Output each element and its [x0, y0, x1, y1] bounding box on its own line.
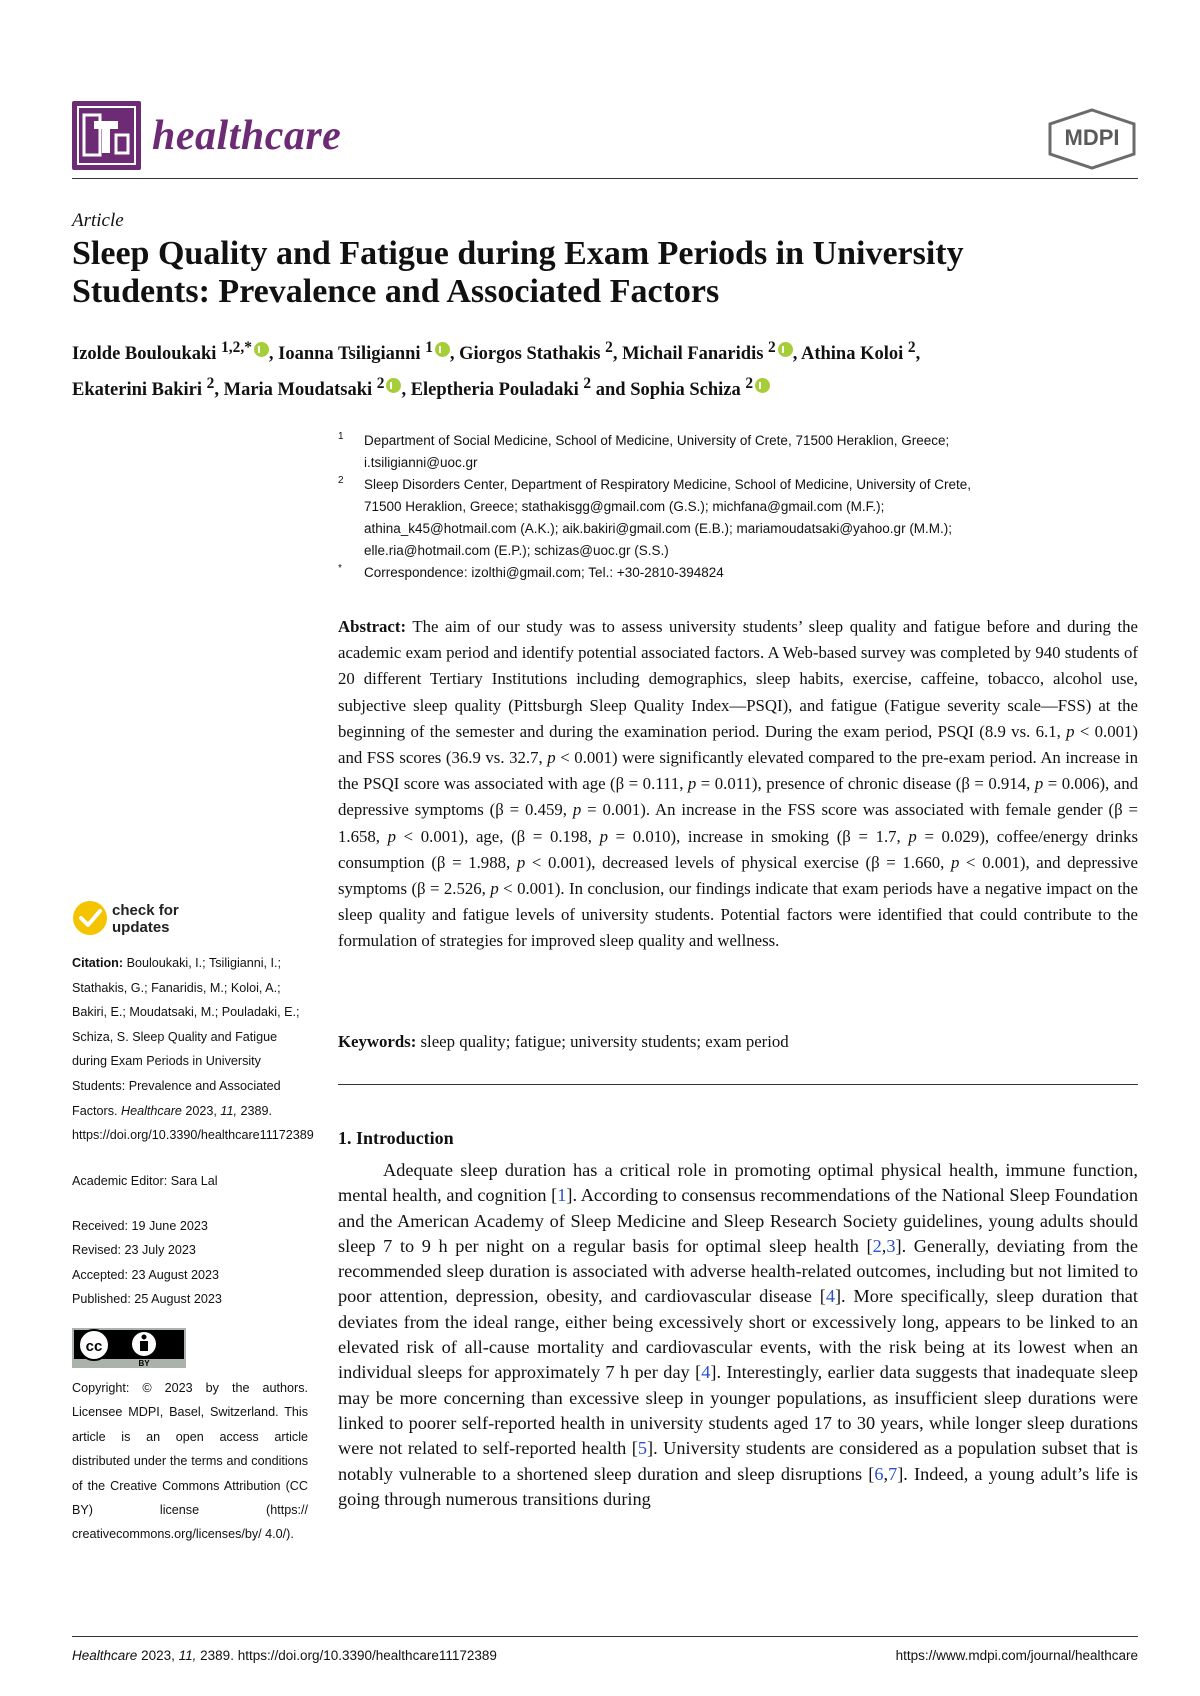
author-name[interactable]: Eleptheria Pouladaki [410, 380, 579, 401]
abstract-text: < 0.001), and depressive symptoms (β = 2.526, [338, 852, 1138, 899]
article-title-line1: Sleep Quality and Fatigue during Exam Periods in University [72, 235, 964, 272]
author-affiliation-sup: 2 [206, 375, 215, 393]
article-type: Article [72, 210, 124, 231]
citation-journal: Healthcare [121, 1103, 182, 1118]
author-affiliation-sup: 2 [745, 375, 754, 393]
reference-link[interactable]: 5 [637, 1438, 648, 1459]
abstract-text: = 0.011), presence of chronic disease (β = 0.914, [696, 774, 1035, 794]
abstract-text: = 0.001). An increase in the FSS score was associated with female gender (β = 1.658, [338, 800, 1138, 846]
p-symbol: p [516, 852, 526, 872]
footer-citation [72, 1648, 497, 1663]
cc-by-icon [72, 1328, 186, 1368]
received-date: Received: 19 June 2023 [72, 1219, 208, 1233]
reference-link[interactable]: 3 [886, 1235, 896, 1256]
body-text: ]. According to consensus recommendations of the National Sleep Foundation and the American Academy of Sleep Medicine and Sleep Research Society guidelines, young adults should sleep 7 to 9 h per night on a regular basis for optimal sleep health [ [338, 1185, 1138, 1256]
body-text: ]. Indeed, a young adult’s life is going through numerous transitions during [338, 1463, 1138, 1509]
author-affiliation-sup: 2 [583, 375, 592, 393]
footer-year: 2023, [141, 1648, 175, 1663]
body-text: ]. Generally, deviating from the recommended sleep duration is associated with adverse health-related outcomes, including but not limited to poor attention, depression, obesity, and cardiovascular disease [ [338, 1235, 1139, 1307]
abstract-text: = 0.029), coffee/energy drinks consumption (β = 1.988, [338, 826, 1138, 872]
copyright-notice: Copyright: © 2023 by the authors. Licensee MDPI, Basel, Switzerland. This article is an open access article distributed under the terms and conditions of the Creative Commons Attribution (CC BY) license (https:// creativecommons.org/licenses/by/ 4.0/). [72, 1381, 308, 1542]
abstract [338, 614, 1138, 955]
affiliation-line: 71500 Heraklion, Greece; stathakisgg@gmail.com (G.S.); michfana@gmail.com (M.F.); [364, 499, 885, 514]
orcid-icon[interactable] [755, 378, 770, 393]
affiliation-number: 2 [338, 475, 344, 486]
published-date: Published: 25 August 2023 [72, 1291, 222, 1306]
p-symbol: p [687, 774, 697, 794]
reference-link[interactable]: 2 [872, 1235, 882, 1256]
body-text: ]. Interestingly, earlier data suggests that inadequate sleep may be more concerning than excessive sleep in younger populations, as insufficient sleep durations were linked to poorer self-reported health in university students aged 17 to 30 years, while longer sleep durations were not related to self-reported health [ [338, 1362, 1138, 1459]
affiliation-line: Sleep Disorders Center, Department of Respiratory Medicine, School of Medicine, University of Crete, [364, 477, 972, 492]
affiliation-number: 1 [338, 431, 344, 442]
abstract-text: = 0.010), increase in smoking (β = 1.7, [607, 826, 909, 846]
header-divider [72, 178, 1138, 179]
author-name[interactable]: Maria Moudatsaki [223, 380, 373, 401]
author-affiliation-sup: 2 [768, 339, 776, 356]
author-list: Izolde Bouloukaki $^{1,2,*}$ , Ioanna Tsiligianni $^1$ , Giorgos Stathakis $^2$, Michail Fanaridis $^2$ , Athina Koloi $^2$, Ekaterini Bakiri $^2$, Maria Moudatsaki $^2$ , Eleptheria Pouladaki $^2$ and Sophia Schiza $^2$ [72, 339, 921, 401]
publisher-name: MDPI [1064, 125, 1120, 150]
abstract-text: < 0.001) and FSS scores (36.9 vs. 32.7, [338, 721, 1138, 768]
citation-text: Bouloukaki, I.; Tsiligianni, I.; Stathakis, G.; Fanaridis, M.; Koloi, A.; Bakiri, E.; Moudatsaki, M.; Pouladaki, E.; Schiza, S. Sleep Quality and Fatigue during Exam Periods in University Students: Prevalence and Associated Factors. [72, 956, 300, 1118]
check-for-updates-badge[interactable] [72, 900, 232, 942]
p-symbol: p [547, 748, 556, 768]
correspondence-mark: * [338, 563, 342, 574]
p-symbol: p [950, 852, 960, 872]
author-affiliation-sup: 2 [605, 339, 613, 356]
body-text: , [881, 1235, 887, 1256]
abstract-text: = 0.006), and depressive symptoms (β = 0.459, [338, 774, 1138, 820]
article-title [72, 235, 1152, 311]
body-text: , [883, 1463, 889, 1484]
footer-journal-url[interactable]: https://www.mdpi.com/journal/healthcare [895, 1648, 1138, 1663]
footer-volume: 11, [178, 1648, 197, 1663]
abstract-label: Abstract: [338, 617, 407, 636]
keywords-text: sleep quality; fatigue; university students; exam period [420, 1032, 789, 1051]
p-symbol: p [1066, 721, 1075, 741]
footer-doi[interactable]: 2389. https://doi.org/10.3390/healthcare11172389 [200, 1648, 497, 1663]
introduction-paragraph [338, 1158, 1138, 1512]
abstract-text: < 0.001), age, (β = 0.198, [396, 826, 600, 846]
abstract-text: < 0.001), decreased levels of physical exercise (β = 1.660, [525, 852, 951, 872]
p-symbol: p [908, 826, 917, 846]
author-affiliation-sup: 2 [907, 339, 916, 356]
author-name[interactable]: Izolde Bouloukaki [72, 344, 217, 365]
correspondence-item [338, 562, 1138, 584]
affiliation-line: athina_k45@hotmail.com (A.K.); aik.bakiri@gmail.com (E.B.); mariamoudatsaki@yahoo.gr (M.M.); [364, 521, 953, 536]
orcid-icon[interactable] [254, 342, 269, 357]
body-text: Adequate sleep duration has a critical role in promoting optimal physical health, immune function, mental health, and cognition [ [338, 1160, 1138, 1206]
author-name[interactable]: Michail Fanaridis [622, 344, 764, 365]
citation-label: Citation: [72, 956, 124, 970]
affiliations [338, 430, 1138, 584]
author-affiliation-sup: 2 [376, 375, 385, 393]
publisher-logo [1046, 108, 1138, 170]
by-text: BY [138, 1359, 150, 1368]
p-symbol: p [490, 879, 499, 899]
check-updates-line: check for [112, 902, 179, 919]
citation-block [72, 951, 314, 1148]
reference-link[interactable]: 1 [557, 1185, 567, 1206]
cc-by-license-badge[interactable] [72, 1328, 186, 1368]
orcid-icon[interactable] [435, 342, 450, 357]
check-updates-text [112, 902, 179, 936]
keywords [338, 1032, 1138, 1052]
footer-divider [72, 1636, 1138, 1637]
affiliation-line: Department of Social Medicine, School of Medicine, University of Crete, 71500 Heraklion, Greece; [364, 433, 950, 448]
author-conjunction: and [595, 380, 626, 401]
section-heading-introduction: 1. Introduction [338, 1128, 454, 1148]
footer-journal: Healthcare [72, 1648, 138, 1663]
check-updates-icon [72, 900, 108, 936]
author-name[interactable]: Ioanna Tsiligianni [278, 344, 421, 365]
journal-logo-icon [72, 101, 141, 170]
abstract-text: < 0.001) were significantly elevated compared to the pre-exam period. An increase in the PSQI score was associated with age (β = 0.111, [338, 748, 1138, 794]
article-title-line2: Students: Prevalence and Associated Factors [72, 273, 720, 310]
keywords-label: Keywords: [338, 1032, 417, 1051]
citation-volume: 11, [220, 1103, 237, 1118]
affiliation-line: elle.ria@hotmail.com (E.P.); schizas@uoc.gr (S.S.) [364, 543, 669, 558]
citation-year: 2023, [185, 1103, 217, 1118]
correspondence-line: Correspondence: izolthi@gmail.com; Tel.: +30-2810-394824 [364, 565, 724, 580]
accepted-date: Accepted: 23 August 2023 [72, 1267, 220, 1282]
author-name[interactable]: Ekaterini Bakiri [72, 380, 203, 401]
author-name[interactable]: Giorgos Stathakis [459, 344, 601, 365]
check-updates-line: updates [112, 919, 170, 936]
body-text: ]. University students are considered as a population subset that is notably vulnerable to a shortened sleep duration and sleep disruptions [ [338, 1438, 1138, 1484]
author-affiliation-sup: 1,2,* [221, 339, 252, 356]
journal-logo [72, 101, 141, 170]
author-name[interactable]: Sophia Schiza [630, 380, 741, 401]
revised-date: Revised: 23 July 2023 [72, 1243, 196, 1258]
affiliation-item [338, 430, 1138, 474]
orcid-icon[interactable] [386, 378, 401, 393]
reference-link[interactable]: 7 [888, 1463, 898, 1484]
publication-dates [72, 1214, 222, 1311]
reference-link[interactable]: 6 [874, 1463, 884, 1484]
orcid-icon[interactable] [778, 342, 793, 357]
abstract-text: The aim of our study was to assess university students’ sleep quality and fatigue before and during the academic exam period and identify potential associated factors. A Web-based survey was completed by 940 students of 20 different Tertiary Institutions including demographics, sleep habits, exercise, caffeine, tobacco, alcohol use, subjective sleep quality (Pittsburgh Sleep Quality Index—PSQI), and fatigue (Fatigue severity scale—FSS) at the beginning of the semester and during the examination period. During the exam period, PSQI (8.9 vs. 6.1, [338, 617, 1138, 741]
cc-text: cc [85, 1338, 103, 1355]
p-symbol: p [599, 826, 608, 846]
author-name[interactable]: Athina Koloi [800, 344, 904, 365]
p-symbol: p [387, 826, 396, 846]
abstract-text: < 0.001). In conclusion, our findings indicate that exam periods have a negative impact on the sleep quality and fatigue levels of university students. Potential factors were identified that could contribute to the formulation of strategies for improved sleep quality and wellness. [338, 879, 1139, 951]
section-divider [338, 1084, 1138, 1085]
affiliation-item [338, 474, 1138, 562]
author-affiliation-sup: 1 [425, 339, 433, 356]
reference-link[interactable]: 4 [701, 1362, 711, 1383]
affiliation-email[interactable]: i.tsiligianni@uoc.gr [364, 455, 478, 470]
journal-name: healthcare [152, 113, 342, 159]
reference-link[interactable]: 4 [825, 1286, 835, 1307]
p-symbol: p [572, 800, 582, 820]
academic-editor: Academic Editor: Sara Lal [72, 1174, 218, 1188]
p-symbol: p [1034, 774, 1044, 794]
body-text: ]. More specifically, sleep duration that deviates from the ideal range, either being excessively short or excessively long, appears to be linked to an elevated risk of all-cause mortality and cardiovascular events, with the risk being at its lowest when an individual sleeps for approximately 7 h per day [ [338, 1286, 1138, 1383]
citation-doi[interactable]: 2389. https://doi.org/10.3390/healthcare11172389 [72, 1103, 314, 1143]
